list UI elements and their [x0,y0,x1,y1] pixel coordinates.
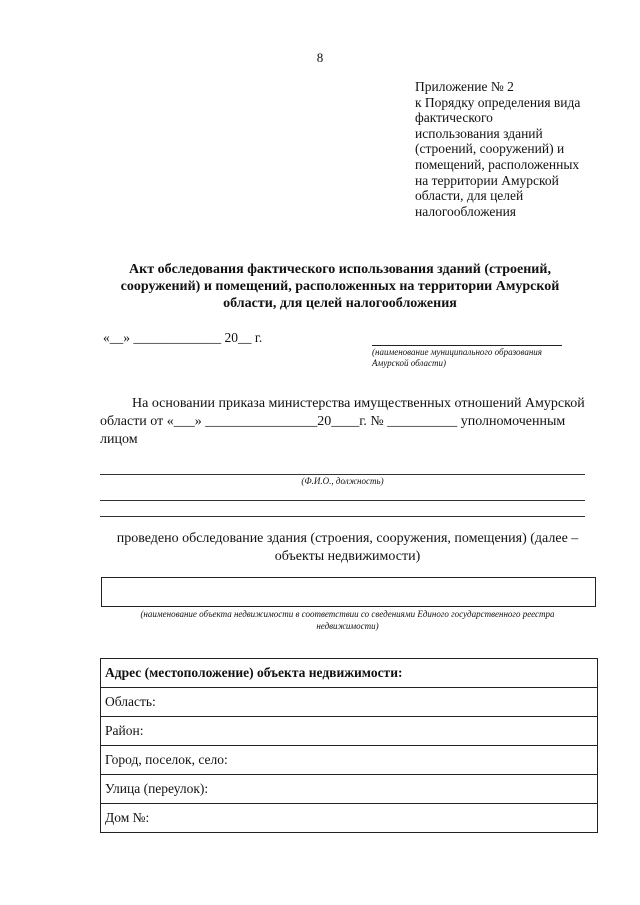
authorized-person-field-2[interactable] [100,500,585,501]
address-table-header: Адрес (местоположение) объекта недвижимости: [101,659,598,688]
document-title [100,261,580,312]
appendix-line: помещений, расположенных [415,156,580,172]
address-region-field[interactable]: Область: [101,688,598,717]
basis-line-2[interactable]: области от «___» ________________20____г. № __________ уполномоченным [100,414,566,429]
authorized-person-field[interactable] [100,474,585,475]
authorized-person-field-3[interactable] [100,516,585,517]
appendix-note [415,79,615,219]
address-district-field[interactable]: Район: [101,717,598,746]
fio-caption: (Ф.И.О., должность) [301,476,384,486]
caption-line: (наименование объекта недвижимости в соответствии со сведениями Единого государственного реестра [140,609,555,619]
appendix-line: к Порядку определения вида [415,94,581,110]
municipality-field-line[interactable] [372,345,562,346]
date-field[interactable]: «__» _____________ 20__ г. [103,330,263,345]
address-street-field[interactable]: Улица (переулок): [101,775,598,804]
appendix-line: налогообложения [415,203,517,219]
page-number: 8 [316,50,324,65]
address-city-field[interactable]: Город, поселок, село: [101,746,598,775]
appendix-line: (строений, сооружений) и [415,141,565,157]
municipality-caption [372,347,582,369]
object-name-field[interactable] [101,577,596,607]
appendix-line: использования зданий [415,125,543,141]
caption-line: недвижимости) [316,621,379,631]
address-table [100,658,598,833]
title-line: сооружений) и помещений, расположенных на территории Амурской [120,279,560,294]
basis-line-3: лицом [100,432,138,447]
object-name-caption [100,608,595,632]
inspection-statement [100,530,595,566]
appendix-line: Приложение № 2 [415,79,514,94]
caption-line: (наименование муниципального образования [372,347,542,357]
title-line: Акт обследования фактического использования зданий (строений, [129,262,551,277]
appendix-line: на территории Амурской [415,172,559,188]
basis-line-1: На основании приказа министерства имущественных отношений Амурской [132,396,585,411]
appendix-line: области, для целей [415,188,524,204]
address-house-field[interactable]: Дом №: [101,804,598,833]
caption-line: Амурской области) [372,358,446,368]
appendix-line: фактического [415,110,493,126]
title-line: области, для целей налогообложения [223,296,457,311]
statement-line: объекты недвижимости) [274,549,421,564]
statement-line: проведено обследование здания (строения, сооружения, помещения) (далее – [116,531,579,546]
